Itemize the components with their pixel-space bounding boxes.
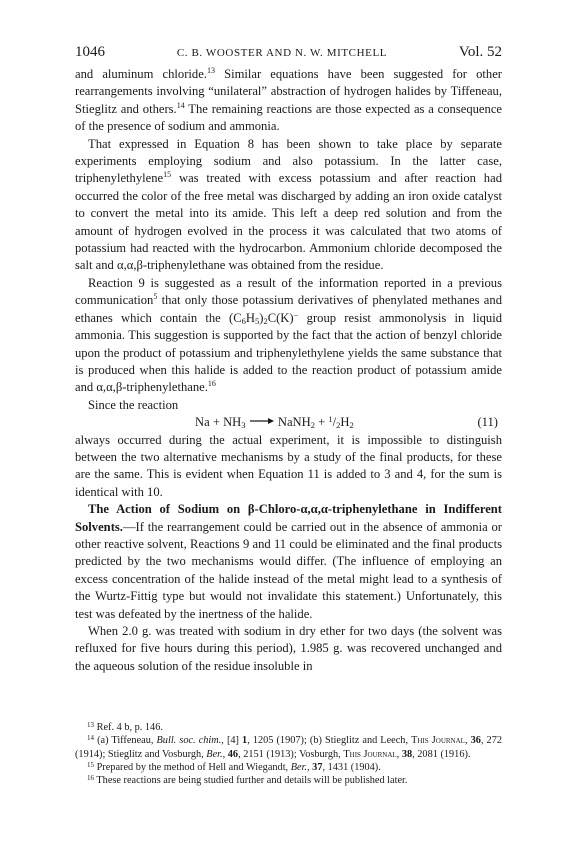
text-run: , 1431 (1904).	[322, 761, 381, 773]
running-authors: C. B. WOOSTER AND N. W. MITCHELL	[176, 47, 388, 59]
footnote-number: 15	[87, 760, 94, 769]
eq-plus: +	[314, 415, 329, 430]
text-run: , 2081 (1916).	[412, 748, 471, 760]
paragraph-4: Since the reaction	[88, 397, 179, 412]
footnote-ref: 15	[163, 170, 172, 180]
text-run: That expressed in Equation 8 has been shown to take place by separate experiments employing sodium and also potassium. In the latter case, triphenylethylene	[75, 136, 502, 186]
text-run: Prepared by the method of Hell and Wiegandt,	[96, 761, 291, 773]
text-run: ,	[396, 748, 402, 760]
journal-name: Bull. soc. chim.	[156, 735, 222, 747]
equation-body: $Na + NH_3$ NaNH$_2$ + $^1/_2H_2$	[195, 414, 354, 431]
text-run: Reaction 9 is suggested as a result of the information reported in a previous communication	[75, 275, 502, 308]
volume-number: 36	[470, 735, 481, 747]
text-run: C(K)	[267, 310, 294, 325]
volume-number: 1	[242, 735, 248, 747]
journal-name: This Journal	[343, 748, 397, 760]
paragraph-6	[75, 501, 502, 623]
volume-number: 38	[401, 748, 413, 760]
journal-name: This Journal	[411, 735, 465, 747]
text-run: group resist ammonolysis in liquid ammonia. This suggestion is supported by the fact that the action of benzyl chloride upon the product of potassium and triphenylethylene yields the same substance that is produced when this halide is added to the reaction product of potassium amide and α,α,β-triphenylethane.	[75, 310, 503, 395]
page-number: 1046	[75, 44, 105, 60]
eq-rhs: NaNH	[277, 415, 311, 430]
footnote-13	[75, 721, 502, 734]
footnote-14	[75, 734, 502, 761]
volume-number: 37	[312, 761, 323, 773]
section-heading: The Action of Sodium on β-Chloro-α,α,α-triphenylethane in Indifferent Solvents.	[75, 502, 502, 534]
text-run: , 272 (1914); Stieglitz and Vosburgh,	[75, 735, 503, 760]
equation-11	[75, 414, 502, 431]
paragraph-1	[75, 66, 502, 136]
text-run: ,	[222, 748, 228, 760]
text-run: that only those potassium derivatives of phenylated methanes and ethanes which contain the (C	[75, 293, 502, 325]
volume-number: 46	[227, 748, 239, 760]
footnote-ref: 14	[176, 100, 185, 110]
text-run: H	[245, 310, 255, 325]
text-run: and aluminum chloride.	[75, 67, 207, 81]
text-run: )	[259, 310, 264, 325]
eq-hydrogen: H	[340, 415, 350, 430]
footnote-text: Ref. 4 b, p. 146.	[96, 722, 163, 733]
text-run: (a) Tiffeneau,	[97, 735, 157, 747]
fraction-denominator: 2	[336, 420, 341, 431]
subscript: 2	[263, 315, 268, 326]
subscript: 6	[241, 315, 246, 326]
text-run: The remaining reactions are those expected as a consequence of the presence of sodium and ammonia.	[75, 101, 502, 134]
footnote-16	[75, 774, 502, 787]
footnotes	[75, 721, 502, 787]
text-run: was treated with excess potassium and after reaction had occurred the color of the free metal was discharged by adding an iron oxide catalyst to convert the metal into its amide. This left a deep red solution and from the amount of hydrogen evolved in the process it was calculated that two atoms of potassium had reacted with the hydrocarbon. Ammonium chloride decomposed the salt and α,α,β-triphenylethane was obtained from the residue.	[75, 171, 502, 273]
paragraph-7: When 2.0 g. was treated with sodium in dry ether for two days (the solvent was refluxed for five hours during this period), 1.985 g. was recovered unchanged and the aqueous solution of the residue insoluble in	[75, 624, 502, 673]
text-run: ,	[307, 761, 313, 773]
text-run: Similar equations have been suggested for other rearrangements involving “unilateral” abstraction of hydrogen halides by Tiffeneau, Stieglitz and others.	[75, 67, 502, 116]
superscript: −	[293, 309, 299, 320]
journal-name: Ber.	[206, 748, 223, 760]
reaction-arrow-icon	[249, 417, 275, 425]
footnote-ref: 16	[207, 379, 216, 389]
subscript: 5	[255, 315, 260, 326]
text-run: , [4]	[221, 735, 243, 747]
footnote-15	[75, 761, 502, 774]
footnote-number: 16	[87, 774, 94, 783]
subscript: 2	[310, 420, 315, 431]
paragraph-3	[75, 275, 502, 397]
volume-label: Vol. 52	[458, 44, 502, 60]
footnote-number: 13	[87, 721, 94, 729]
text-run: —If the rearrangement could be carried out in the absence of ammonia or other reactive solvent, Reactions 9 and 11 could be eliminated and the final products predicted by the two mechanisms would differ. (The influence of employing an excess concentration of the halide instead of the metal might lead to a synthesis of the Wurtz-Fittig type but would not invalidate this statement.) Unfortunately, this test was defeated by the inertness of the halide.	[75, 519, 502, 621]
footnote-ref: 5	[153, 292, 158, 302]
text-run: , 2151 (1913); Vosburgh,	[238, 748, 344, 760]
journal-name: Ber.	[290, 761, 308, 773]
text-run: , 1205 (1907); (b) Stieglitz and Leech,	[247, 735, 412, 747]
running-header	[75, 44, 502, 62]
fraction-numerator: 1	[328, 414, 333, 425]
footnote-text: These reactions are being studied further and details will be published later.	[96, 775, 408, 787]
text-run: ,	[464, 735, 471, 747]
equation-number: (11)	[477, 415, 498, 430]
subscript: 2	[349, 420, 354, 431]
subscript: 3	[241, 420, 246, 431]
paragraph-2	[75, 136, 502, 275]
footnote-number: 14	[87, 734, 94, 743]
body-text	[75, 66, 502, 675]
footnote-ref: 13	[206, 66, 215, 75]
eq-lhs: Na + NH	[195, 415, 242, 430]
paragraph-5: always occurred during the actual experiment, it is impossible to distinguish between the two alternative mechanisms by a study of the final products, for these are the same. This is evident when Equation 11 is added to 3 and 4, for the sum is identical with 10.	[75, 432, 502, 499]
